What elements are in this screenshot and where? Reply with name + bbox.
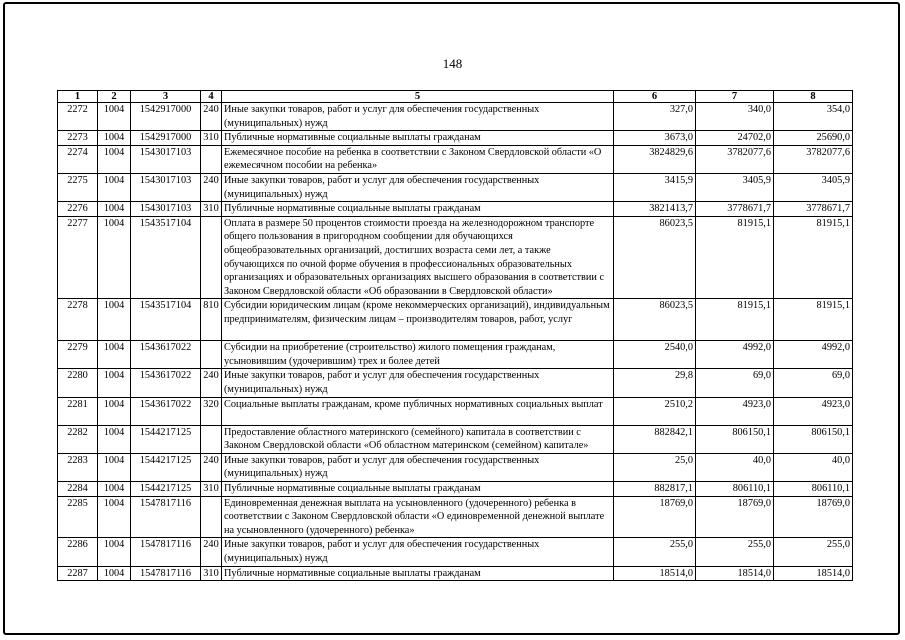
section-code-cell: 1004 — [98, 103, 131, 131]
section-code-cell: 1004 — [98, 425, 131, 453]
description-cell: Субсидии юридическим лицам (кроме некоммерческих организаций), индивидуальным предпринимателям, физическим лицам – производителям товаров, работ, услуг — [222, 299, 614, 341]
amount-col8-cell: 806150,1 — [774, 425, 853, 453]
amount-col6-cell: 255,0 — [614, 538, 696, 566]
amount-col8-cell: 4992,0 — [774, 341, 853, 369]
amount-col8-cell: 40,0 — [774, 453, 853, 481]
amount-col6-cell: 18514,0 — [614, 566, 696, 581]
target-article-cell: 1544217125 — [131, 425, 201, 453]
section-code-cell: 1004 — [98, 299, 131, 341]
description-cell: Иные закупки товаров, работ и услуг для обеспечения государственных (муниципальных) нужд — [222, 173, 614, 201]
row-number-cell: 2281 — [58, 397, 98, 425]
page-number: 148 — [442, 56, 463, 71]
target-article-cell: 1547817116 — [131, 538, 201, 566]
target-article-cell: 1542917000 — [131, 103, 201, 131]
header-cell: 4 — [201, 91, 222, 103]
target-article-cell: 1543517104 — [131, 299, 201, 341]
description-cell: Публичные нормативные социальные выплаты гражданам — [222, 131, 614, 146]
header-cell: 7 — [696, 91, 774, 103]
expense-type-cell: 310 — [201, 566, 222, 581]
row-number-cell: 2272 — [58, 103, 98, 131]
row-number-cell: 2278 — [58, 299, 98, 341]
amount-col6-cell: 3824829,6 — [614, 145, 696, 173]
description-cell: Публичные нормативные социальные выплаты гражданам — [222, 202, 614, 217]
budget-table — [57, 90, 853, 581]
description-cell: Субсидии на приобретение (строительство) жилого помещения гражданам, усыновившим (удочерившим) трех и более детей — [222, 341, 614, 369]
description-cell: Иные закупки товаров, работ и услуг для обеспечения государственных (муниципальных) нужд — [222, 453, 614, 481]
amount-col8-cell: 4923,0 — [774, 397, 853, 425]
expense-type-cell: 240 — [201, 173, 222, 201]
amount-col6-cell: 3415,9 — [614, 173, 696, 201]
amount-col7-cell: 806110,1 — [696, 482, 774, 497]
description-cell: Оплата в размере 50 процентов стоимости проезда на железнодорожном транспорте общего пользования в пригородном сообщении для обучающихся общеобразовательных организаций, достигших возраста семи лет, а также обучающихся по очной форме обучения в профессиональных образовательных организациях и образовательных организациях высшего образования в соответствии с Законом Свердловской области «Об образовании в Свердловской области» — [222, 216, 614, 299]
expense-type-cell — [201, 216, 222, 299]
expense-type-cell: 310 — [201, 482, 222, 497]
amount-col7-cell: 806150,1 — [696, 425, 774, 453]
amount-col6-cell: 29,8 — [614, 369, 696, 397]
expense-type-cell — [201, 145, 222, 173]
amount-col7-cell: 81915,1 — [696, 216, 774, 299]
target-article-cell: 1543017103 — [131, 145, 201, 173]
section-code-cell: 1004 — [98, 145, 131, 173]
table-row — [58, 369, 853, 397]
row-number-cell: 2282 — [58, 425, 98, 453]
target-article-cell: 1543617022 — [131, 397, 201, 425]
amount-col7-cell: 255,0 — [696, 538, 774, 566]
amount-col6-cell: 86023,5 — [614, 299, 696, 341]
table-body — [58, 103, 853, 581]
amount-col8-cell: 255,0 — [774, 538, 853, 566]
section-code-cell: 1004 — [98, 538, 131, 566]
target-article-cell: 1542917000 — [131, 131, 201, 146]
section-code-cell: 1004 — [98, 173, 131, 201]
amount-col7-cell: 3782077,6 — [696, 145, 774, 173]
header-cell: 6 — [614, 91, 696, 103]
table-row — [58, 299, 853, 341]
description-cell: Иные закупки товаров, работ и услуг для обеспечения государственных (муниципальных) нужд — [222, 538, 614, 566]
amount-col6-cell: 882817,1 — [614, 482, 696, 497]
expense-type-cell — [201, 496, 222, 538]
row-number-cell: 2276 — [58, 202, 98, 217]
amount-col8-cell: 3782077,6 — [774, 145, 853, 173]
amount-col8-cell: 806110,1 — [774, 482, 853, 497]
amount-col7-cell: 3405,9 — [696, 173, 774, 201]
row-number-cell: 2273 — [58, 131, 98, 146]
row-number-cell: 2285 — [58, 496, 98, 538]
description-cell: Социальные выплаты гражданам, кроме публичных нормативных социальных выплат — [222, 397, 614, 425]
header-cell: 3 — [131, 91, 201, 103]
expense-type-cell: 240 — [201, 369, 222, 397]
header-cell: 8 — [774, 91, 853, 103]
row-number-cell: 2274 — [58, 145, 98, 173]
amount-col6-cell: 882842,1 — [614, 425, 696, 453]
amount-col8-cell: 3778671,7 — [774, 202, 853, 217]
row-number-cell: 2277 — [58, 216, 98, 299]
row-number-cell: 2283 — [58, 453, 98, 481]
amount-col7-cell: 3778671,7 — [696, 202, 774, 217]
section-code-cell: 1004 — [98, 216, 131, 299]
description-cell: Публичные нормативные социальные выплаты гражданам — [222, 566, 614, 581]
expense-type-cell — [201, 341, 222, 369]
amount-col6-cell: 3821413,7 — [614, 202, 696, 217]
target-article-cell: 1543517104 — [131, 216, 201, 299]
row-number-cell: 2284 — [58, 482, 98, 497]
amount-col8-cell: 18514,0 — [774, 566, 853, 581]
section-code-cell: 1004 — [98, 341, 131, 369]
amount-col7-cell: 24702,0 — [696, 131, 774, 146]
amount-col8-cell: 69,0 — [774, 369, 853, 397]
amount-col6-cell: 2540,0 — [614, 341, 696, 369]
expense-type-cell: 810 — [201, 299, 222, 341]
target-article-cell: 1547817116 — [131, 566, 201, 581]
amount-col7-cell: 18514,0 — [696, 566, 774, 581]
amount-col6-cell: 327,0 — [614, 103, 696, 131]
target-article-cell: 1543017103 — [131, 202, 201, 217]
amount-col8-cell: 25690,0 — [774, 131, 853, 146]
table-row — [58, 131, 853, 146]
header-cell: 5 — [222, 91, 614, 103]
expense-type-cell: 240 — [201, 453, 222, 481]
amount-col7-cell: 69,0 — [696, 369, 774, 397]
description-cell: Иные закупки товаров, работ и услуг для обеспечения государственных (муниципальных) нужд — [222, 369, 614, 397]
target-article-cell: 1544217125 — [131, 453, 201, 481]
description-cell: Иные закупки товаров, работ и услуг для обеспечения государственных (муниципальных) нужд — [222, 103, 614, 131]
amount-col6-cell: 3673,0 — [614, 131, 696, 146]
header-row — [58, 91, 853, 103]
target-article-cell: 1543617022 — [131, 369, 201, 397]
table-row — [58, 145, 853, 173]
table-row — [58, 216, 853, 299]
expense-type-cell: 320 — [201, 397, 222, 425]
description-cell: Предоставление областного материнского (семейного) капитала в соответствии с Законом Свердловской области «Об областном материнском (семейном) капитале» — [222, 425, 614, 453]
table-row — [58, 397, 853, 425]
row-number-cell: 2275 — [58, 173, 98, 201]
section-code-cell: 1004 — [98, 482, 131, 497]
row-number-cell: 2286 — [58, 538, 98, 566]
row-number-cell: 2280 — [58, 369, 98, 397]
target-article-cell: 1543617022 — [131, 341, 201, 369]
section-code-cell: 1004 — [98, 397, 131, 425]
expense-type-cell: 310 — [201, 202, 222, 217]
table-row — [58, 566, 853, 581]
section-code-cell: 1004 — [98, 566, 131, 581]
table-row — [58, 173, 853, 201]
expense-type-cell: 240 — [201, 103, 222, 131]
amount-col7-cell: 4923,0 — [696, 397, 774, 425]
table-row — [58, 482, 853, 497]
section-code-cell: 1004 — [98, 453, 131, 481]
amount-col8-cell: 81915,1 — [774, 216, 853, 299]
amount-col7-cell: 40,0 — [696, 453, 774, 481]
target-article-cell: 1547817116 — [131, 496, 201, 538]
amount-col7-cell: 81915,1 — [696, 299, 774, 341]
section-code-cell: 1004 — [98, 496, 131, 538]
table-row — [58, 453, 853, 481]
description-cell: Публичные нормативные социальные выплаты гражданам — [222, 482, 614, 497]
amount-col6-cell: 18769,0 — [614, 496, 696, 538]
header-cell: 1 — [58, 91, 98, 103]
row-number-cell: 2287 — [58, 566, 98, 581]
expense-type-cell: 310 — [201, 131, 222, 146]
expense-type-cell — [201, 425, 222, 453]
amount-col8-cell: 18769,0 — [774, 496, 853, 538]
section-code-cell: 1004 — [98, 202, 131, 217]
table-row — [58, 496, 853, 538]
section-code-cell: 1004 — [98, 131, 131, 146]
target-article-cell: 1543017103 — [131, 173, 201, 201]
amount-col6-cell: 2510,2 — [614, 397, 696, 425]
row-number-cell: 2279 — [58, 341, 98, 369]
expense-type-cell: 240 — [201, 538, 222, 566]
amount-col7-cell: 18769,0 — [696, 496, 774, 538]
amount-col8-cell: 354,0 — [774, 103, 853, 131]
section-code-cell: 1004 — [98, 369, 131, 397]
header-cell: 2 — [98, 91, 131, 103]
table-row — [58, 425, 853, 453]
amount-col7-cell: 340,0 — [696, 103, 774, 131]
amount-col6-cell: 25,0 — [614, 453, 696, 481]
amount-col7-cell: 4992,0 — [696, 341, 774, 369]
description-cell: Ежемесячное пособие на ребенка в соответствии с Законом Свердловской области «О ежемесячном пособии на ребенка» — [222, 145, 614, 173]
table-row — [58, 538, 853, 566]
description-cell: Единовременная денежная выплата на усыновленного (удочеренного) ребенка в соответствии с Законом Свердловской области «О единовременной денежной выплате на усыновленного (удочеренного) ребенка» — [222, 496, 614, 538]
table-row — [58, 202, 853, 217]
table-row — [58, 103, 853, 131]
table-row — [58, 341, 853, 369]
target-article-cell: 1544217125 — [131, 482, 201, 497]
amount-col8-cell: 81915,1 — [774, 299, 853, 341]
amount-col8-cell: 3405,9 — [774, 173, 853, 201]
amount-col6-cell: 86023,5 — [614, 216, 696, 299]
